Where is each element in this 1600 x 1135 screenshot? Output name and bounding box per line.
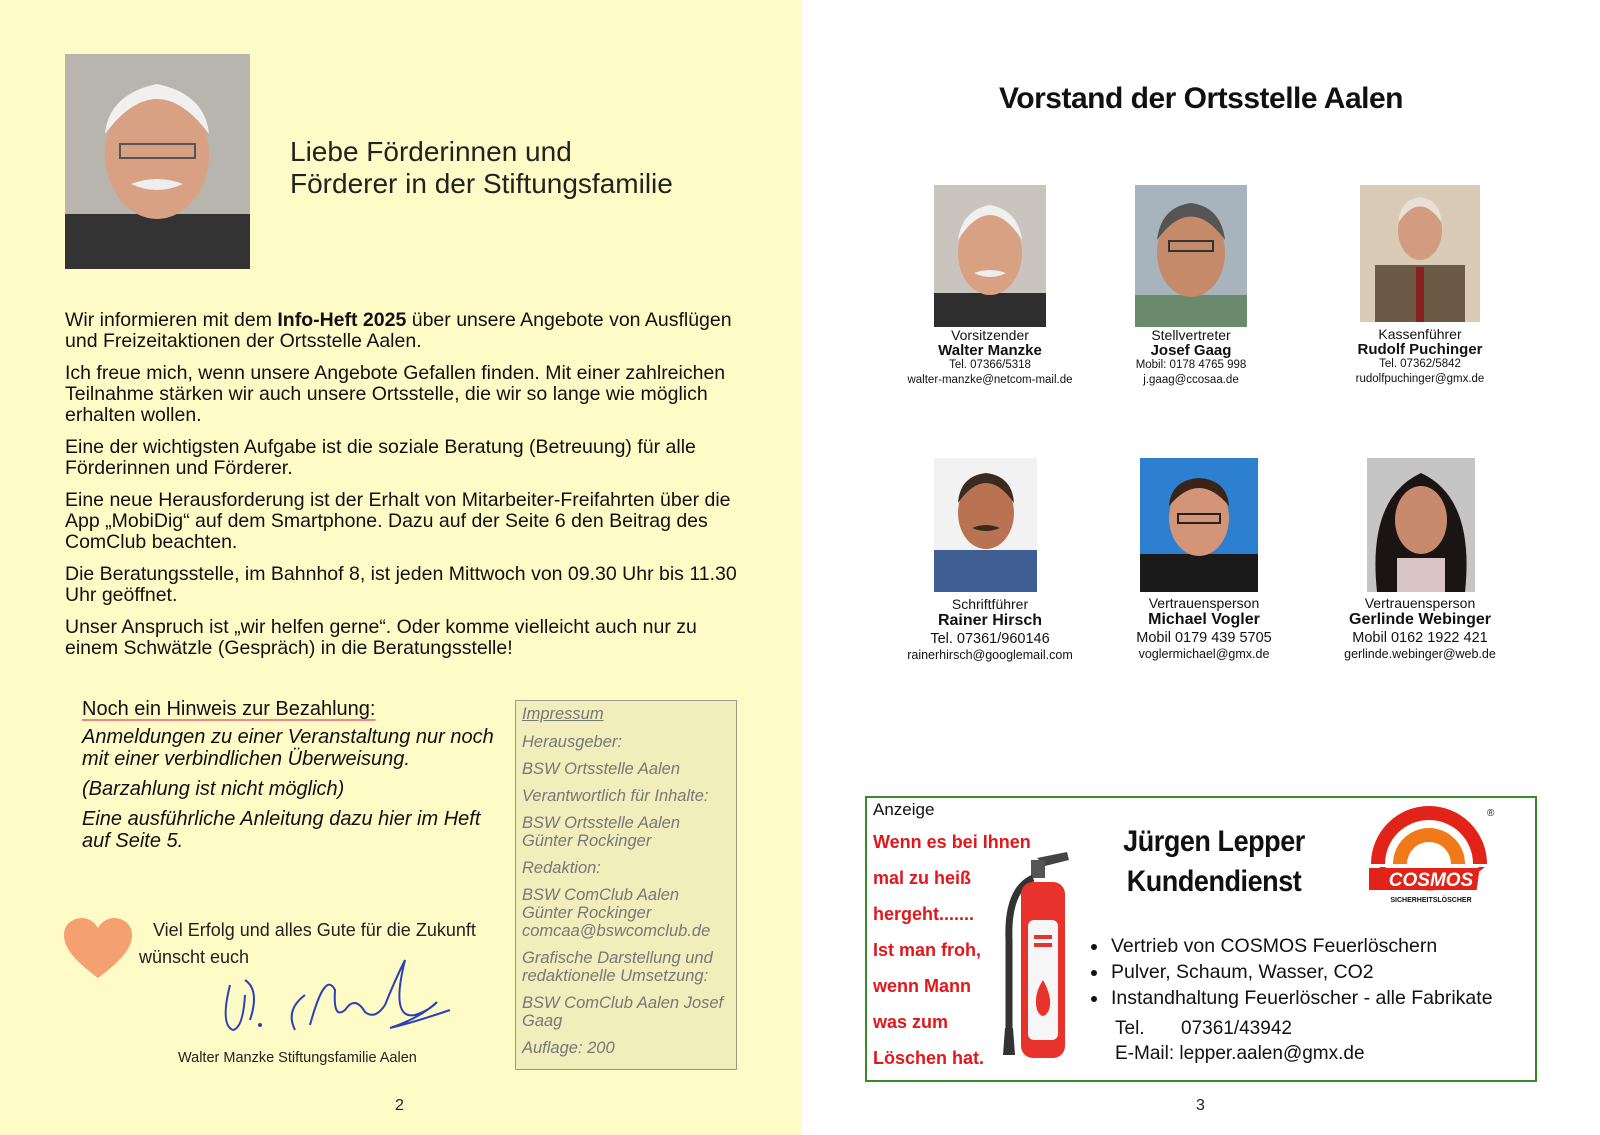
member-name: Josef Gaag [1150,342,1232,359]
page-number-right: 3 [1196,1097,1205,1114]
member-email: rainerhirsch@googlemail.com [907,648,1073,662]
heart-icon [64,918,132,980]
greeting-line-1: Liebe Förderinnen und [290,136,572,167]
member-email: gerlinde.webinger@web.de [1344,647,1496,661]
wish-line-2: wünscht euch [139,947,250,967]
ad-slogan-line: Ist man froh, [873,940,982,960]
member-photo-puchinger [1360,185,1480,322]
member-name: Gerlinde Webinger [1349,611,1491,628]
impressum-line: BSW ComClub Aalen Josef Gaag [522,994,724,1030]
ad-phone: 07361/43942 [1181,1018,1292,1039]
member-phone: Tel. 07366/5318 [949,359,1031,371]
ad-service-item: • Instandhaltung Feuerlöscher - alle Fabrikate [1109,985,1493,1011]
greeting [290,136,673,200]
member-role: Vorsitzender [951,327,1029,343]
paragraph-3: Eine der wichtigsten Aufgabe ist die soziale Beratung (Betreuung) für alle Förderinnen und Förderer. [65,436,696,479]
member-email: walter-manzke@netcom-mail.de [907,374,1073,386]
notice-text-3: Eine ausführliche Anleitung dazu hier im Heft auf Seite 5. [82,808,481,852]
member-email: j.gaag@ccosaa.de [1143,374,1239,386]
paragraph-2: Ich freue mich, wenn unsere Angebote Gefallen finden. Mit einer zahlreichen Teilnahme stärken wir auch unsere Ortsstelle, die wir so lange wie möglich erhalten wollen. [65,362,726,426]
impressum-line: Redaktion: [522,859,601,877]
impressum-line: Grafische Darstellung und redaktionelle Umsetzung: [522,949,713,985]
member-card-vogler [1094,596,1314,662]
member-role: Vertrauensperson [1148,595,1260,611]
ad-service-item: • Vertrieb von COSMOS Feuerlöschern [1109,933,1493,959]
board-title: Vorstand der Ortsstelle Aalen [999,82,1403,115]
registered-mark: ® [1487,808,1495,819]
ad-slogan-line: Löschen hat. [873,1048,985,1068]
ad-slogan-line: mal zu heiß [873,868,972,888]
ad-slogan-line: Wenn es bei Ihnen [873,832,1031,852]
advertisement [865,796,1537,1082]
ad-email: lepper.aalen@gmx.de [1179,1043,1365,1064]
member-role: Kassenführer [1378,326,1462,342]
info-heft-title: Info-Heft 2025 [277,309,407,331]
member-phone: Mobil 0179 439 5705 [1136,630,1272,646]
member-name: Walter Manzke [938,342,1042,359]
member-photo-manzke [934,185,1046,327]
member-phone: Mobil 0162 1922 421 [1352,630,1488,646]
member-card-hirsch [880,597,1100,663]
member-email: voglermichael@gmx.de [1138,647,1270,661]
paragraph-6: Unser Anspruch ist „wir helfen gerne“. Oder komme vielleicht auch nur zu einem Schwätzle (Gespräch) in die Beratungsstelle! [65,616,697,659]
member-email: rudolfpuchinger@gmx.de [1355,373,1485,385]
wish-line-1: Viel Erfolg und alles Gute für die Zukunft [153,920,476,940]
cosmos-logo [1369,802,1497,928]
member-name: Michael Vogler [1148,611,1260,628]
logo-text: COSMOS [1388,870,1474,891]
ad-slogan-line: hergeht....... [873,904,975,924]
payment-notice [82,698,502,860]
chairman-photo [65,54,250,269]
member-role: Stellvertreter [1151,327,1231,343]
member-card-gaag [1081,328,1301,388]
impressum-line: Auflage: 200 [522,1039,615,1057]
ad-tel-label: Tel. [1115,1018,1145,1039]
ad-label: Anzeige [873,800,935,819]
signer-name: Walter Manzke Stiftungsfamilie Aalen [178,1050,417,1066]
greeting-line-2: Förderer in der Stiftungsfamilie [290,168,673,199]
ad-service-item: • Pulver, Schaum, Wasser, CO2 [1109,959,1493,985]
ad-name-line-1: Jürgen Lepper [1123,825,1305,858]
logo-subtext: SICHERHEITSLÖSCHER [1390,897,1472,904]
ad-contact [1115,1016,1365,1066]
ad-slogan-line: wenn Mann [873,976,971,996]
ad-company-name [1111,822,1318,902]
impressum-line: Verantwortlich für Inhalte: [522,787,709,805]
impressum-line: BSW Ortsstelle Aalen [522,760,681,778]
impressum-line: BSW ComClub Aalen Günter Rockinger comcaa@bswcomclub.de [522,886,711,940]
signature [215,950,455,1040]
notice-text-1: Anmeldungen zu einer Veranstaltung nur noch mit einer verbindlichen Überweisung. [82,726,494,770]
member-photo-vogler [1140,458,1258,592]
impressum-line: BSW Ortsstelle Aalen Günter Rockinger [522,814,681,850]
ad-name-line-2: Kundendienst [1126,865,1302,898]
member-photo-gaag [1135,185,1247,327]
member-card-webinger [1310,596,1530,662]
paragraph-4: Eine neue Herausforderung ist der Erhalt von Mitarbeiter-Freifahrten über die App „MobiDig“ auf dem Smartphone. Dazu auf der Seite 6 den Beitrag des ComClub beachten. [65,489,731,553]
ad-slogan-line: was zum [873,1012,949,1032]
notice-text-2: (Barzahlung ist nicht möglich) [82,778,345,800]
paragraph-1-end: über unsere Angebote von Ausflügen und Freizeitaktionen der Ortsstelle Aalen. [65,309,732,352]
member-phone: Tel. 07361/960146 [930,631,1050,647]
paragraph-5: Die Beratungsstelle, im Bahnhof 8, ist jeden Mittwoch von 09.30 Uhr bis 11.30 Uhr geöffnet. [65,563,737,606]
member-card-manzke [880,328,1100,388]
notice-heading: Noch ein Hinweis zur Bezahlung: [82,698,376,720]
paragraph-1 [65,310,745,352]
member-card-puchinger [1310,327,1530,387]
member-role: Schriftführer [951,596,1029,612]
member-phone: Tel. 07362/5842 [1379,358,1461,370]
paragraph-1-start: Wir informieren mit dem [65,309,278,331]
letter-body [65,310,745,670]
fire-extinguisher-icon [997,850,1077,1062]
ad-mail-label: E-Mail: [1115,1043,1175,1064]
ad-service-list [1089,933,1493,1011]
impressum-heading: Impressum [522,705,604,723]
member-photo-webinger [1367,458,1475,592]
member-photo-hirsch [934,458,1037,592]
member-name: Rainer Hirsch [937,612,1043,629]
member-role: Vertrauensperson [1364,595,1476,611]
impressum-box [515,700,737,1070]
member-phone: Mobil: 0178 4765 998 [1135,359,1247,371]
impressum-line: Herausgeber: [522,733,622,751]
page-number-left: 2 [395,1097,404,1114]
member-name: Rudolf Puchinger [1357,341,1483,358]
